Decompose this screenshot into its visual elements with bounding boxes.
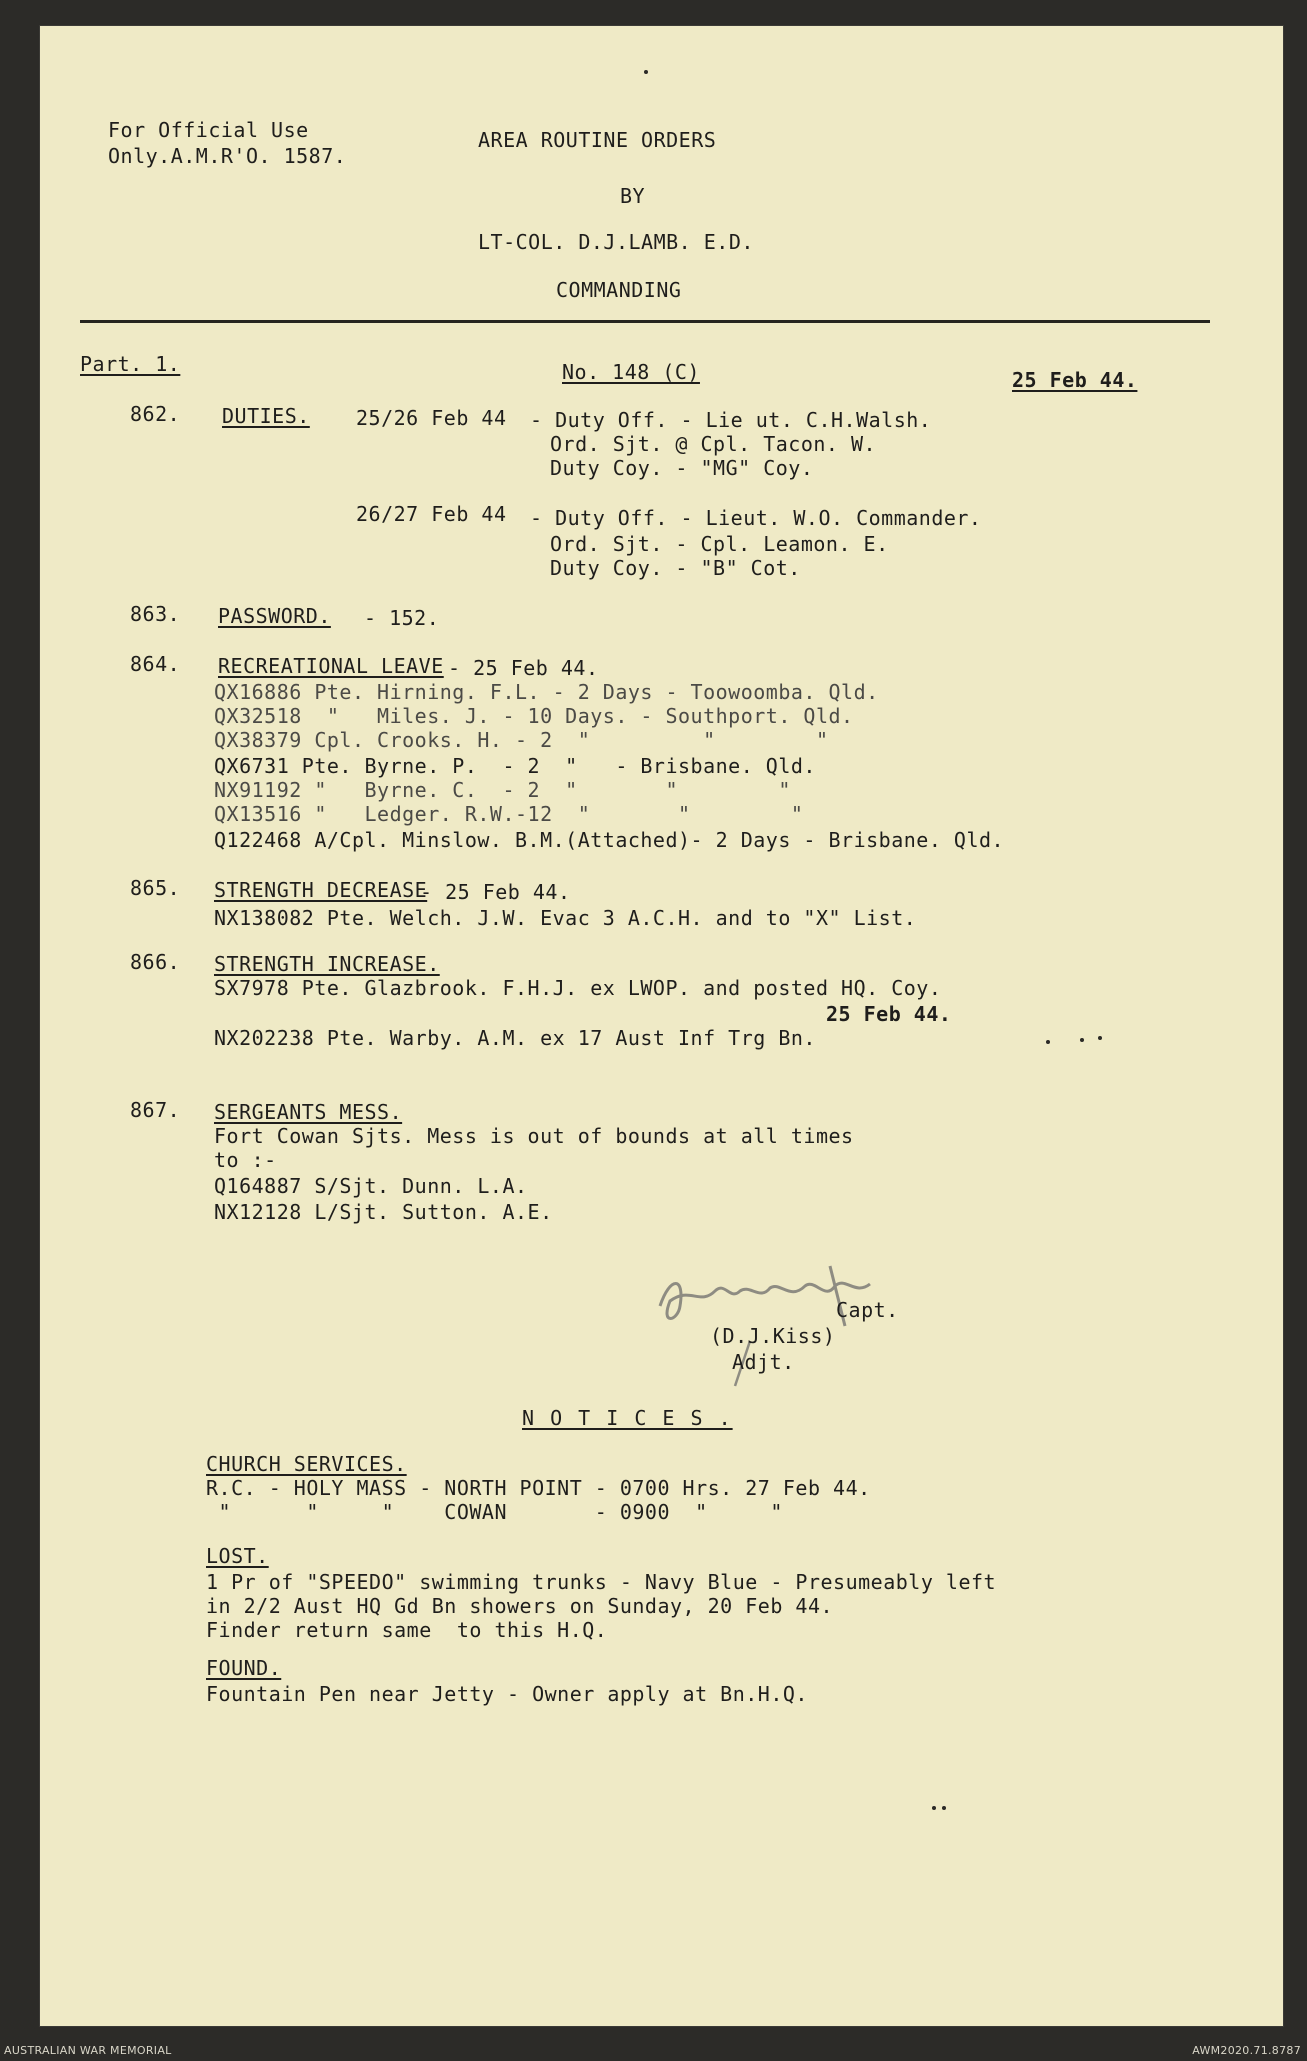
lost-line: Finder return same to this H.Q.: [206, 1618, 608, 1642]
leave-entry: QX32518 " Miles. J. - 10 Days. - Southport. Qld.: [214, 704, 854, 728]
leave-heading-date: - 25 Feb 44.: [448, 656, 599, 680]
commanding-officer: LT-COL. D.J.LAMB. E.D.: [478, 230, 754, 254]
document-title: AREA ROUTINE ORDERS: [478, 128, 717, 152]
ink-speck: [942, 1806, 946, 1810]
signatory-role: Adjt.: [732, 1350, 795, 1374]
item-number: 865.: [130, 876, 181, 900]
leave-entry: QX13516 " Ledger. R.W.-12 " " ": [214, 802, 804, 826]
duties-line: Duty Coy. - "MG" Coy.: [550, 456, 814, 480]
mess-line: to :-: [214, 1148, 277, 1172]
church-services-line: " " " COWAN - 0900 " ": [206, 1500, 783, 1524]
signatory-rank: Capt.: [836, 1298, 899, 1322]
decrease-date: - 25 Feb 44.: [420, 880, 571, 904]
church-services-line: R.C. - HOLY MASS - NORTH POINT - 0700 Hrs. 27 Feb 44.: [206, 1476, 871, 1500]
duties-line: Duty Coy. - "B" Cot.: [550, 556, 801, 580]
item-heading-duties: DUTIES.: [222, 404, 310, 428]
notices-heading: N O T I C E S .: [522, 1406, 733, 1430]
mess-line: Fort Cowan Sjts. Mess is out of bounds at all times: [214, 1124, 854, 1148]
item-heading-leave: RECREATIONAL LEAVE: [218, 654, 444, 678]
order-date: 25 Feb 44.: [1012, 368, 1138, 392]
decrease-entry: NX138082 Pte. Welch. J.W. Evac 3 A.C.H. and to "X" List.: [214, 906, 917, 930]
lost-heading: LOST.: [206, 1544, 269, 1568]
order-number: No. 148 (C): [562, 360, 700, 384]
password-value: - 152.: [364, 606, 440, 630]
commanding-label: COMMANDING: [556, 278, 682, 302]
duties-line: Ord. Sjt. @ Cpl. Tacon. W.: [550, 432, 877, 456]
increase-entry: NX202238 Pte. Warby. A.M. ex 17 Aust Inf Trg Bn.: [214, 1026, 816, 1050]
leave-entry: QX6731 Pte. Byrne. P. - 2 " - Brisbane. Qld.: [214, 754, 816, 778]
item-heading-mess: SERGEANTS MESS.: [214, 1100, 403, 1124]
item-number: 862.: [130, 402, 181, 426]
lost-line: 1 Pr of "SPEEDO" swimming trunks - Navy Blue - Presumeably left: [206, 1570, 997, 1594]
archive-reference: AWM2020.71.8787: [1192, 2044, 1301, 2057]
leave-entry: QX38379 Cpl. Crooks. H. - 2 " " ": [214, 728, 829, 752]
header-divider: [80, 320, 1210, 323]
item-heading-password: PASSWORD.: [218, 604, 331, 628]
duties-line: Ord. Sjt. - Cpl. Leamon. E.: [550, 532, 889, 556]
item-heading-decrease: STRENGTH DECREASE: [214, 878, 428, 902]
ink-speck: [1046, 1040, 1050, 1044]
church-services-heading: CHURCH SERVICES.: [206, 1452, 407, 1476]
increase-entry: SX7978 Pte. Glazbrook. F.H.J. ex LWOP. and posted HQ. Coy.: [214, 976, 942, 1000]
part-number: Part. 1.: [80, 352, 181, 376]
found-heading: FOUND.: [206, 1656, 282, 1680]
title-by: BY: [620, 184, 646, 208]
mess-line: Q164887 S/Sjt. Dunn. L.A.: [214, 1174, 528, 1198]
ink-speck: [1080, 1038, 1084, 1042]
duties-date-2: 26/27 Feb 44: [356, 502, 507, 526]
document-page: [40, 26, 1283, 2026]
duties-line: - Duty Off. - Lieut. W.O. Commander.: [530, 506, 982, 530]
leave-entry: Q122468 A/Cpl. Minslow. B.M.(Attached)- 2 Days - Brisbane. Qld.: [214, 828, 1005, 852]
signatory-name: (D.J.Kiss): [710, 1324, 836, 1348]
official-use-line2: Only.A.M.R'O. 1587.: [108, 144, 347, 168]
item-number: 867.: [130, 1098, 181, 1122]
increase-posted-date: 25 Feb 44.: [826, 1002, 952, 1026]
duties-date-1: 25/26 Feb 44: [356, 406, 507, 430]
mess-line: NX12128 L/Sjt. Sutton. A.E.: [214, 1200, 553, 1224]
archive-credit: AUSTRALIAN WAR MEMORIAL: [4, 2044, 172, 2057]
official-use-line1: For Official Use: [108, 118, 309, 142]
ink-speck: [644, 70, 648, 74]
item-heading-increase: STRENGTH INCREASE.: [214, 952, 440, 976]
ink-speck: [932, 1806, 936, 1810]
duties-line: - Duty Off. - Lie ut. C.H.Walsh.: [530, 408, 932, 432]
leave-entry: NX91192 " Byrne. C. - 2 " " ": [214, 778, 791, 802]
leave-entry: QX16886 Pte. Hirning. F.L. - 2 Days - Toowoomba. Qld.: [214, 680, 879, 704]
item-number: 866.: [130, 950, 181, 974]
found-line: Fountain Pen near Jetty - Owner apply at Bn.H.Q.: [206, 1682, 808, 1706]
lost-line: in 2/2 Aust HQ Gd Bn showers on Sunday, 20 Feb 44.: [206, 1594, 834, 1618]
ink-speck: [1098, 1036, 1102, 1040]
item-number: 864.: [130, 652, 181, 676]
item-number: 863.: [130, 602, 181, 626]
